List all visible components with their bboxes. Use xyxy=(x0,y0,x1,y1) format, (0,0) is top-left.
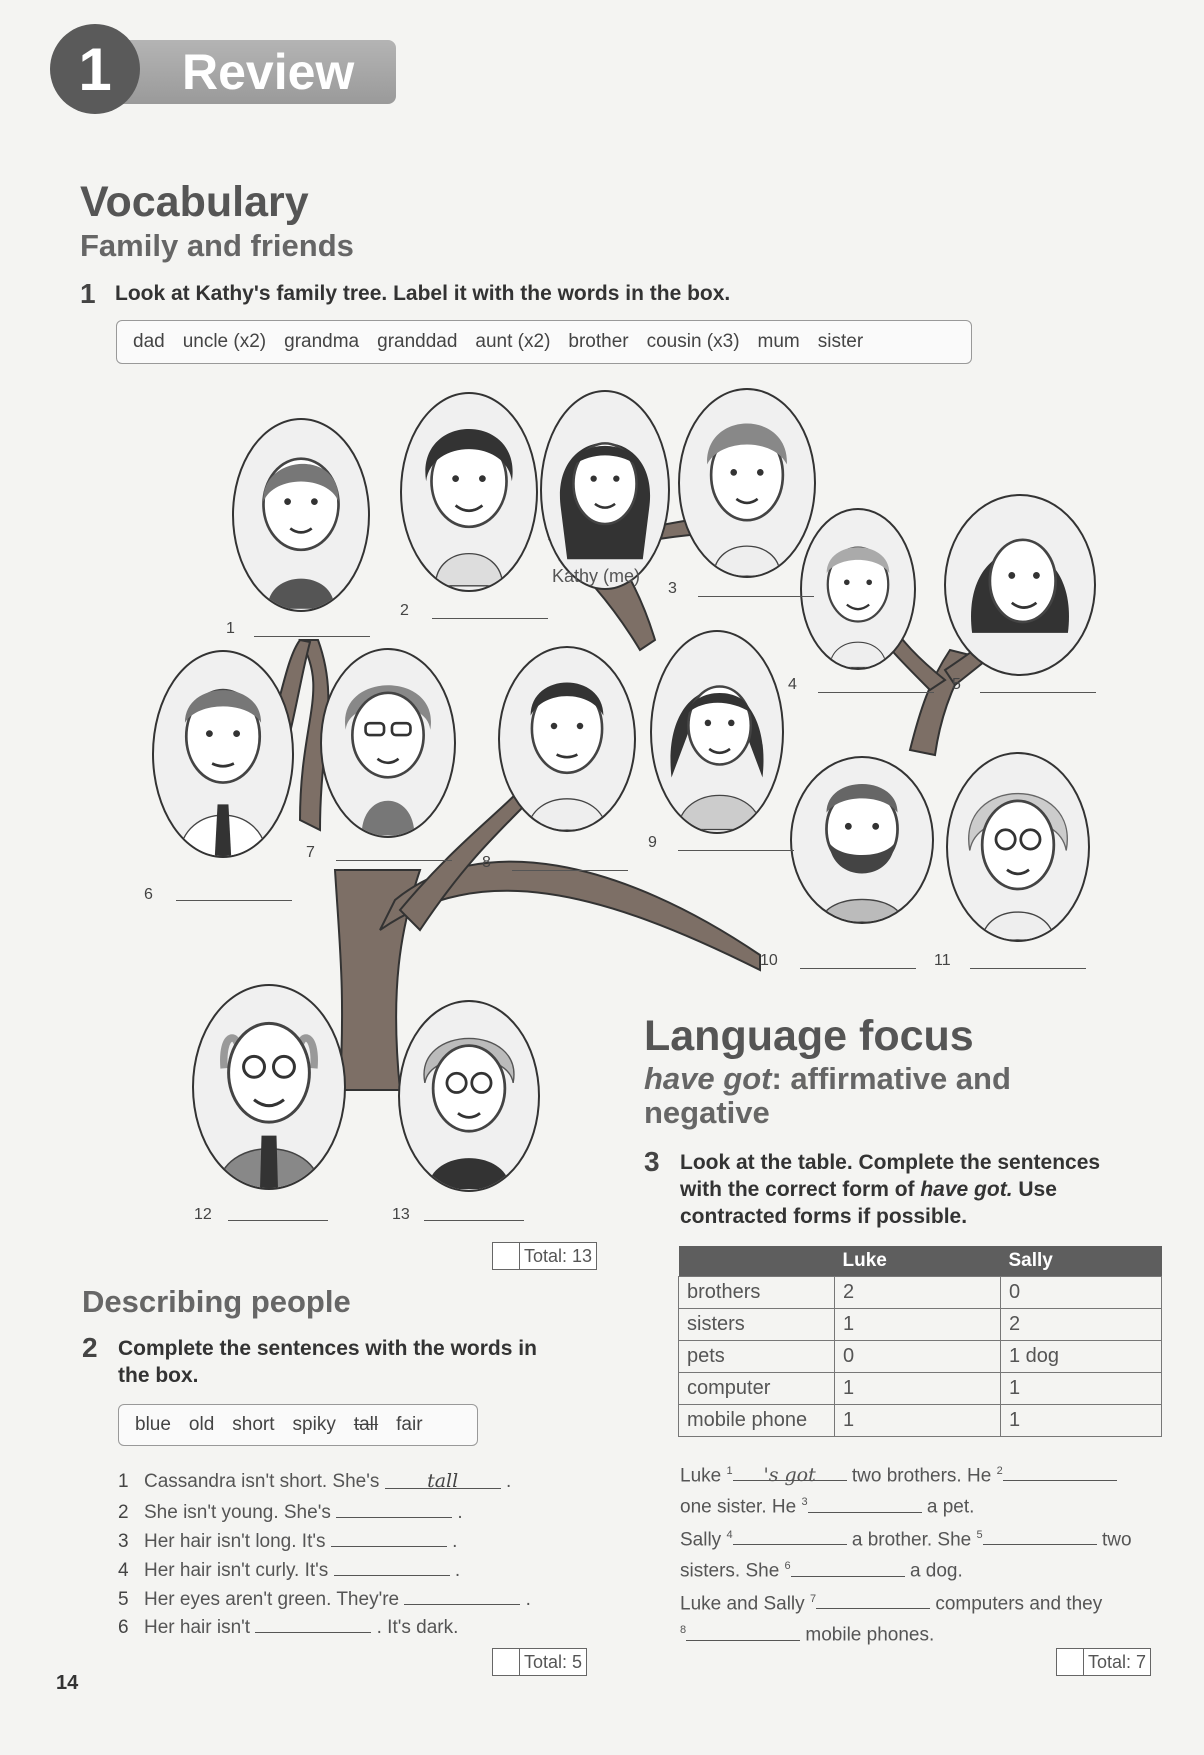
blank-number: 4 xyxy=(726,1529,733,1541)
word-item: spiky xyxy=(292,1414,336,1435)
word-item: fair xyxy=(396,1414,423,1435)
blank-number: 8 xyxy=(680,1624,687,1637)
sentence-number: 1 xyxy=(118,1471,129,1492)
table-row xyxy=(679,1277,1162,1309)
sentence-3 xyxy=(118,1528,457,1553)
answer-blank[interactable] xyxy=(336,1499,452,1518)
label-number: 12 xyxy=(194,1206,212,1223)
answer-blank[interactable]: 's got xyxy=(733,1462,847,1481)
table-row xyxy=(679,1309,1162,1341)
total-box-ex3 xyxy=(1056,1648,1151,1676)
sentence-number: 6 xyxy=(118,1617,129,1638)
word-item: uncle (x2) xyxy=(182,331,267,352)
table-cell: 1 xyxy=(1001,1373,1162,1405)
sentence-number: 4 xyxy=(118,1560,129,1581)
para-text: sisters. She xyxy=(680,1560,780,1582)
exercise-instruction xyxy=(680,1149,1100,1230)
table-cell: pets xyxy=(679,1341,835,1373)
portrait-9 xyxy=(650,630,784,834)
page-number: 14 xyxy=(56,1672,79,1694)
table-cell: 1 xyxy=(1001,1405,1162,1437)
total-label: Total: 13 xyxy=(524,1246,593,1266)
sentence-end: . xyxy=(454,1560,461,1581)
table-cell: 1 xyxy=(835,1373,1001,1405)
label-blank-11[interactable] xyxy=(970,968,1086,969)
subtitle-line2: negative xyxy=(644,1095,770,1130)
label-blank-4[interactable] xyxy=(818,692,934,693)
label-blank-7[interactable] xyxy=(336,860,452,861)
answer-blank[interactable] xyxy=(255,1614,371,1633)
para-text: a brother. She xyxy=(851,1529,972,1551)
answer-blank[interactable] xyxy=(1003,1462,1117,1481)
portrait-1 xyxy=(232,418,370,612)
sentence-5 xyxy=(118,1586,531,1611)
subtitle-italic: have got xyxy=(644,1061,772,1096)
sentence-number: 5 xyxy=(118,1589,129,1610)
have-got-table xyxy=(678,1246,1162,1437)
portrait-8 xyxy=(498,646,636,832)
table-header: Sally xyxy=(1001,1246,1162,1277)
label-number: 9 xyxy=(648,834,657,851)
total-label: Total: 5 xyxy=(524,1652,583,1672)
blank-number: 1 xyxy=(726,1465,733,1477)
sentence-4 xyxy=(118,1557,460,1582)
label-blank-12[interactable] xyxy=(228,1220,328,1221)
label-blank-5[interactable] xyxy=(980,692,1096,693)
label-number: 5 xyxy=(952,676,961,693)
table-cell: 2 xyxy=(1001,1309,1162,1341)
label-number: 2 xyxy=(400,602,409,619)
label-blank-6[interactable] xyxy=(176,900,292,901)
para-text: Luke and Sally xyxy=(680,1593,805,1615)
word-item: sister xyxy=(817,331,864,352)
answer-blank[interactable] xyxy=(733,1526,847,1545)
label-blank-10[interactable] xyxy=(800,968,916,969)
paragraph-luke-sally xyxy=(680,1586,1102,1649)
word-item: granddad xyxy=(377,331,458,352)
exercise-instruction: Look at Kathy's family tree. Label it with the words in the box. xyxy=(115,282,731,305)
section-title-vocabulary: Vocabulary xyxy=(80,178,309,226)
answer-blank[interactable]: tall xyxy=(385,1470,501,1489)
portrait-7 xyxy=(320,648,456,838)
portrait-13 xyxy=(398,1000,540,1192)
portrait-2 xyxy=(400,392,538,592)
word-box-family xyxy=(116,320,972,364)
subsection-title-family: Family and friends xyxy=(80,228,354,263)
sentence-2 xyxy=(118,1499,463,1524)
table-cell: 0 xyxy=(1001,1277,1162,1309)
portrait-6 xyxy=(152,650,294,858)
answer-blank[interactable] xyxy=(334,1557,450,1576)
instruction-part: Use xyxy=(1012,1178,1057,1201)
table-row xyxy=(679,1405,1162,1437)
instruction-line: Look at the table. Complete the sentences xyxy=(680,1151,1101,1174)
sentence-text: She isn't young. She's xyxy=(144,1502,331,1523)
word-box-describing xyxy=(118,1404,478,1446)
blank-number: 7 xyxy=(809,1593,817,1605)
total-box-ex2 xyxy=(492,1648,587,1676)
table-row xyxy=(679,1373,1162,1405)
blank-number: 2 xyxy=(996,1465,1003,1477)
total-label: Total: 7 xyxy=(1088,1652,1147,1672)
table-cell: mobile phone xyxy=(679,1405,835,1437)
para-text: Luke xyxy=(680,1465,722,1487)
sentence-text: Her eyes aren't green. They're xyxy=(144,1589,400,1610)
portrait-kathy xyxy=(540,390,670,590)
portrait-10 xyxy=(790,756,934,924)
label-blank-8[interactable] xyxy=(512,870,628,871)
sentence-text: Her hair isn't long. It's xyxy=(144,1531,326,1552)
sentence-6 xyxy=(118,1614,458,1639)
word-item: brother xyxy=(568,331,629,352)
exercise-instruction xyxy=(118,1335,537,1389)
sentence-end: . xyxy=(505,1471,512,1492)
total-box-ex1 xyxy=(492,1242,597,1270)
label-number: 10 xyxy=(760,952,778,969)
instruction-line: contracted forms if possible. xyxy=(680,1205,968,1228)
subtitle-rest: : affirmative and xyxy=(771,1061,1011,1096)
unit-number-badge xyxy=(50,24,140,114)
portrait-12 xyxy=(192,984,346,1190)
section-title-describing: Describing people xyxy=(82,1284,351,1319)
sentence-text: Her hair isn't xyxy=(144,1617,251,1638)
answer-blank[interactable] xyxy=(791,1558,905,1577)
sentence-end: . xyxy=(525,1589,531,1610)
table-cell: sisters xyxy=(679,1309,835,1341)
blank-number: 5 xyxy=(976,1529,983,1541)
table-cell: 0 xyxy=(835,1341,1001,1373)
paragraph-sally xyxy=(680,1522,1132,1585)
para-text: one sister. He xyxy=(680,1496,797,1518)
instruction-part: with the correct form of xyxy=(680,1178,921,1201)
para-text: Sally xyxy=(680,1529,722,1551)
answer-blank[interactable] xyxy=(331,1528,447,1547)
portrait-3 xyxy=(678,388,816,578)
answer-blank[interactable] xyxy=(983,1526,1097,1545)
answer-blank[interactable] xyxy=(808,1494,922,1513)
subsection-title-have-got xyxy=(644,1062,1011,1130)
table-row xyxy=(679,1341,1162,1373)
label-blank-3[interactable] xyxy=(698,596,814,597)
label-blank-2[interactable] xyxy=(432,618,548,619)
answer-blank[interactable] xyxy=(404,1586,520,1605)
word-item: short xyxy=(232,1414,275,1435)
label-number: 13 xyxy=(392,1206,410,1223)
sentence-end: . xyxy=(452,1531,458,1552)
table-cell: 1 xyxy=(835,1309,1001,1341)
instruction-line: Complete the sentences with the words in xyxy=(118,1337,537,1360)
word-item: grandma xyxy=(284,331,360,352)
sentence-number: 3 xyxy=(118,1531,129,1552)
sentence-text: Cassandra isn't short. She's xyxy=(144,1471,380,1492)
table-cell: brothers xyxy=(679,1277,835,1309)
paragraph-luke xyxy=(680,1458,1117,1521)
table-header: Luke xyxy=(835,1246,1001,1277)
portrait-4 xyxy=(800,508,916,670)
sentence-end: . It's dark. xyxy=(376,1617,459,1638)
blank-number: 3 xyxy=(801,1496,808,1509)
sentence-text: Her hair isn't curly. It's xyxy=(144,1560,329,1581)
word-item: old xyxy=(188,1414,215,1435)
table-cell: 2 xyxy=(835,1277,1001,1309)
kathy-label: Kathy (me) xyxy=(552,566,641,586)
para-text: a dog. xyxy=(909,1560,963,1582)
answer-blank[interactable] xyxy=(816,1590,930,1609)
word-item: blue xyxy=(135,1414,171,1435)
exercise-number: 2 xyxy=(82,1332,98,1363)
table-cell: 1 xyxy=(835,1405,1001,1437)
sentence-1 xyxy=(118,1470,511,1493)
table-header-row xyxy=(679,1246,1162,1277)
instruction-line xyxy=(680,1176,1100,1203)
portrait-11 xyxy=(946,752,1090,942)
score-input[interactable] xyxy=(1057,1649,1084,1675)
word-item: aunt (x2) xyxy=(475,331,551,352)
label-number: 8 xyxy=(482,854,491,871)
label-number: 1 xyxy=(226,620,235,637)
sentence-number: 2 xyxy=(118,1502,129,1523)
label-blank-13[interactable] xyxy=(424,1220,524,1221)
para-text: a pet. xyxy=(926,1496,975,1518)
instruction-line: the box. xyxy=(118,1364,199,1387)
sentence-end: . xyxy=(457,1502,463,1523)
answer-blank[interactable] xyxy=(686,1622,800,1641)
unit-title: Review xyxy=(182,44,355,100)
score-input[interactable] xyxy=(493,1243,520,1269)
para-text: two brothers. He xyxy=(851,1465,992,1487)
para-text: two xyxy=(1101,1529,1132,1551)
word-item: dad xyxy=(133,331,165,352)
section-title-language-focus: Language focus xyxy=(644,1012,974,1060)
label-number: 3 xyxy=(668,580,677,597)
label-number: 6 xyxy=(144,886,153,903)
label-number: 4 xyxy=(788,676,797,693)
blank-number: 6 xyxy=(784,1560,791,1573)
unit-banner xyxy=(120,40,396,104)
table-cell: 1 dog xyxy=(1001,1341,1162,1373)
word-item: mum xyxy=(757,331,800,352)
label-number: 11 xyxy=(934,952,951,969)
label-blank-9[interactable] xyxy=(678,850,794,851)
table-cell: computer xyxy=(679,1373,835,1405)
para-text: computers and they xyxy=(935,1593,1103,1615)
instruction-italic: have got. xyxy=(920,1178,1013,1201)
score-input[interactable] xyxy=(493,1649,520,1675)
para-text: mobile phones. xyxy=(805,1624,935,1646)
table-header xyxy=(679,1246,835,1277)
exercise-number: 3 xyxy=(644,1146,660,1177)
word-item-struck: tall xyxy=(353,1414,379,1435)
word-item: cousin (x3) xyxy=(646,331,740,352)
portrait-5 xyxy=(944,494,1096,676)
label-number: 7 xyxy=(306,844,315,861)
unit-number: 1 xyxy=(78,35,112,103)
exercise-number: 1 xyxy=(80,278,96,309)
label-blank-1[interactable] xyxy=(254,636,370,637)
